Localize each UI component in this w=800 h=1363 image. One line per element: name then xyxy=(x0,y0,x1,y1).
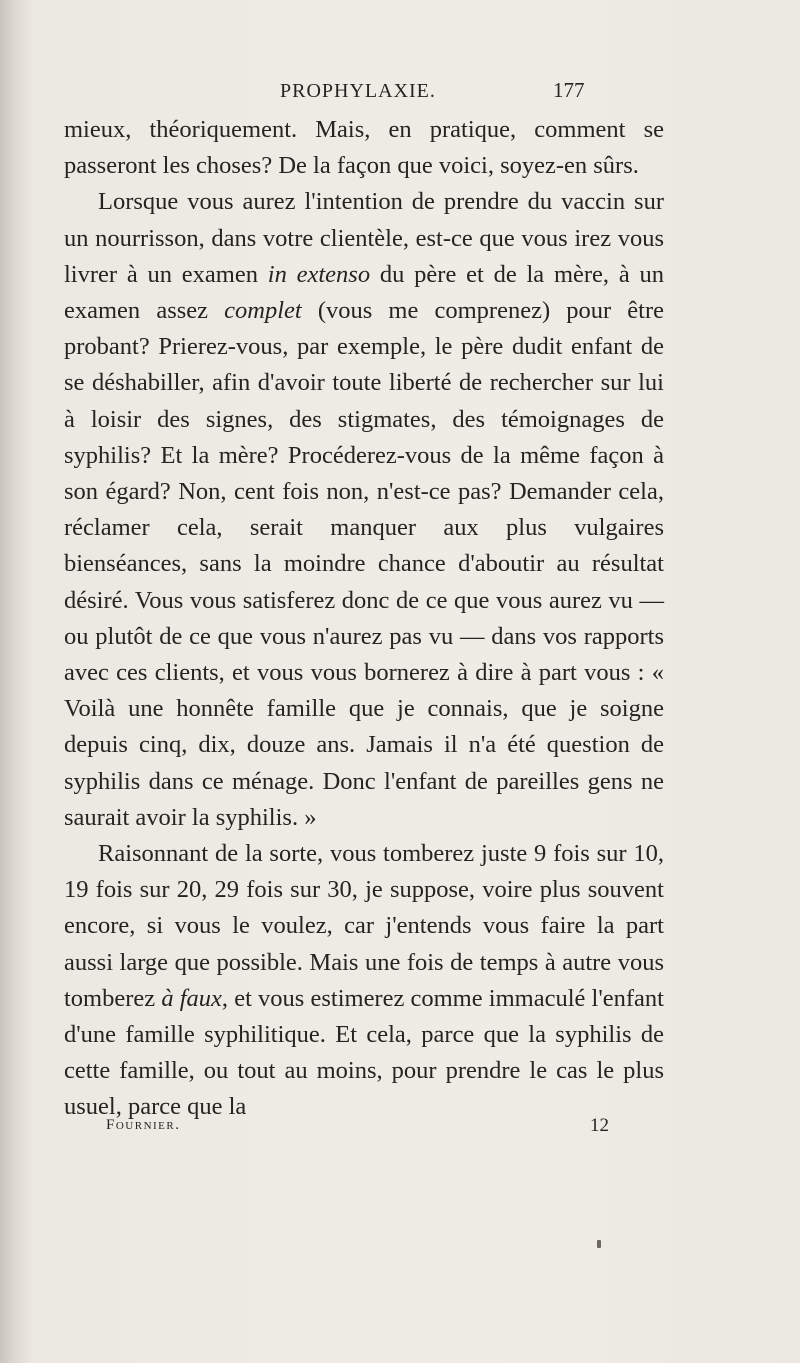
text-segment: Raisonnant de la sorte, vous tomberez juste 9 fois sur 10, 19 fois sur 20, 29 fois sur 30, je suppose, voire plus souvent encore, si vous le voulez, car j'entends vous faire la part aussi large que possible. Mais une fois de temps à autre vous tomberez xyxy=(64,840,664,1012)
page-footer xyxy=(0,1117,800,1147)
italic-text-segment: à faux xyxy=(161,984,222,1012)
body-text xyxy=(64,112,664,1126)
page-header xyxy=(0,80,800,110)
italic-text-segment: in extenso xyxy=(267,260,371,288)
running-head: PROPHYLAXIE. xyxy=(280,80,436,102)
page-number: 177 xyxy=(553,78,585,102)
text-segment: Lorsque vous aurez l'intention de prendre du vaccin sur un nourrisson, dans votre clientèle, est-ce que vous irez vous livrer à un examen xyxy=(64,188,664,288)
text-segment: du père et de la mère, à un examen assez xyxy=(64,260,664,325)
paragraph-1 xyxy=(64,112,664,184)
paragraph-2 xyxy=(64,184,664,836)
text-segment: , et vous estimerez comme immaculé l'enfant d'une famille syphilitique. Et cela, parce que la syphilis de cette famille, ou tout au moins, pour prendre le cas le plus usuel, parce que la xyxy=(64,984,664,1121)
ink-speck xyxy=(597,1240,601,1248)
signature-number: 12 xyxy=(590,1115,609,1136)
italic-text-segment: complet xyxy=(224,297,302,325)
text-segment: (vous me comprenez) pour être probant? Prierez-vous, par exemple, le père dudit enfant de se déshabiller, afin d'avoir toute liberté de rechercher sur lui à loisir des signes, des stigmates, des témoignages de syphilis? Et la mère? Procéderez-vous de la même façon à son égard? Non, cent fois non, n'est-ce pas? Demander cela, réclamer cela, serait manquer aux plus vulgaires bienséances, sans la moindre chance d'aboutir au résultat désiré. Vous vous satisferez donc de ce que vous aurez vu — ou plutôt de ce que vous n'aurez pas vu — dans vos rapports avec ces clients, et vous vous bornerez à dire à part vous : « Voilà une honnête famille que je connais, que je soigne depuis cinq, dix, douze ans. Jamais il n'a été question de syphilis dans ce ménage. Donc l'enfant de pareilles gens ne saurait avoir la syphilis. » xyxy=(64,297,664,831)
text-segment: mieux, théoriquement. Mais, en pratique, comment se passeront les choses? De la façon que voici, soyez-en sûrs. xyxy=(64,116,664,180)
signature-mark: Fournier. xyxy=(106,1117,181,1133)
paragraph-3 xyxy=(64,836,664,1126)
